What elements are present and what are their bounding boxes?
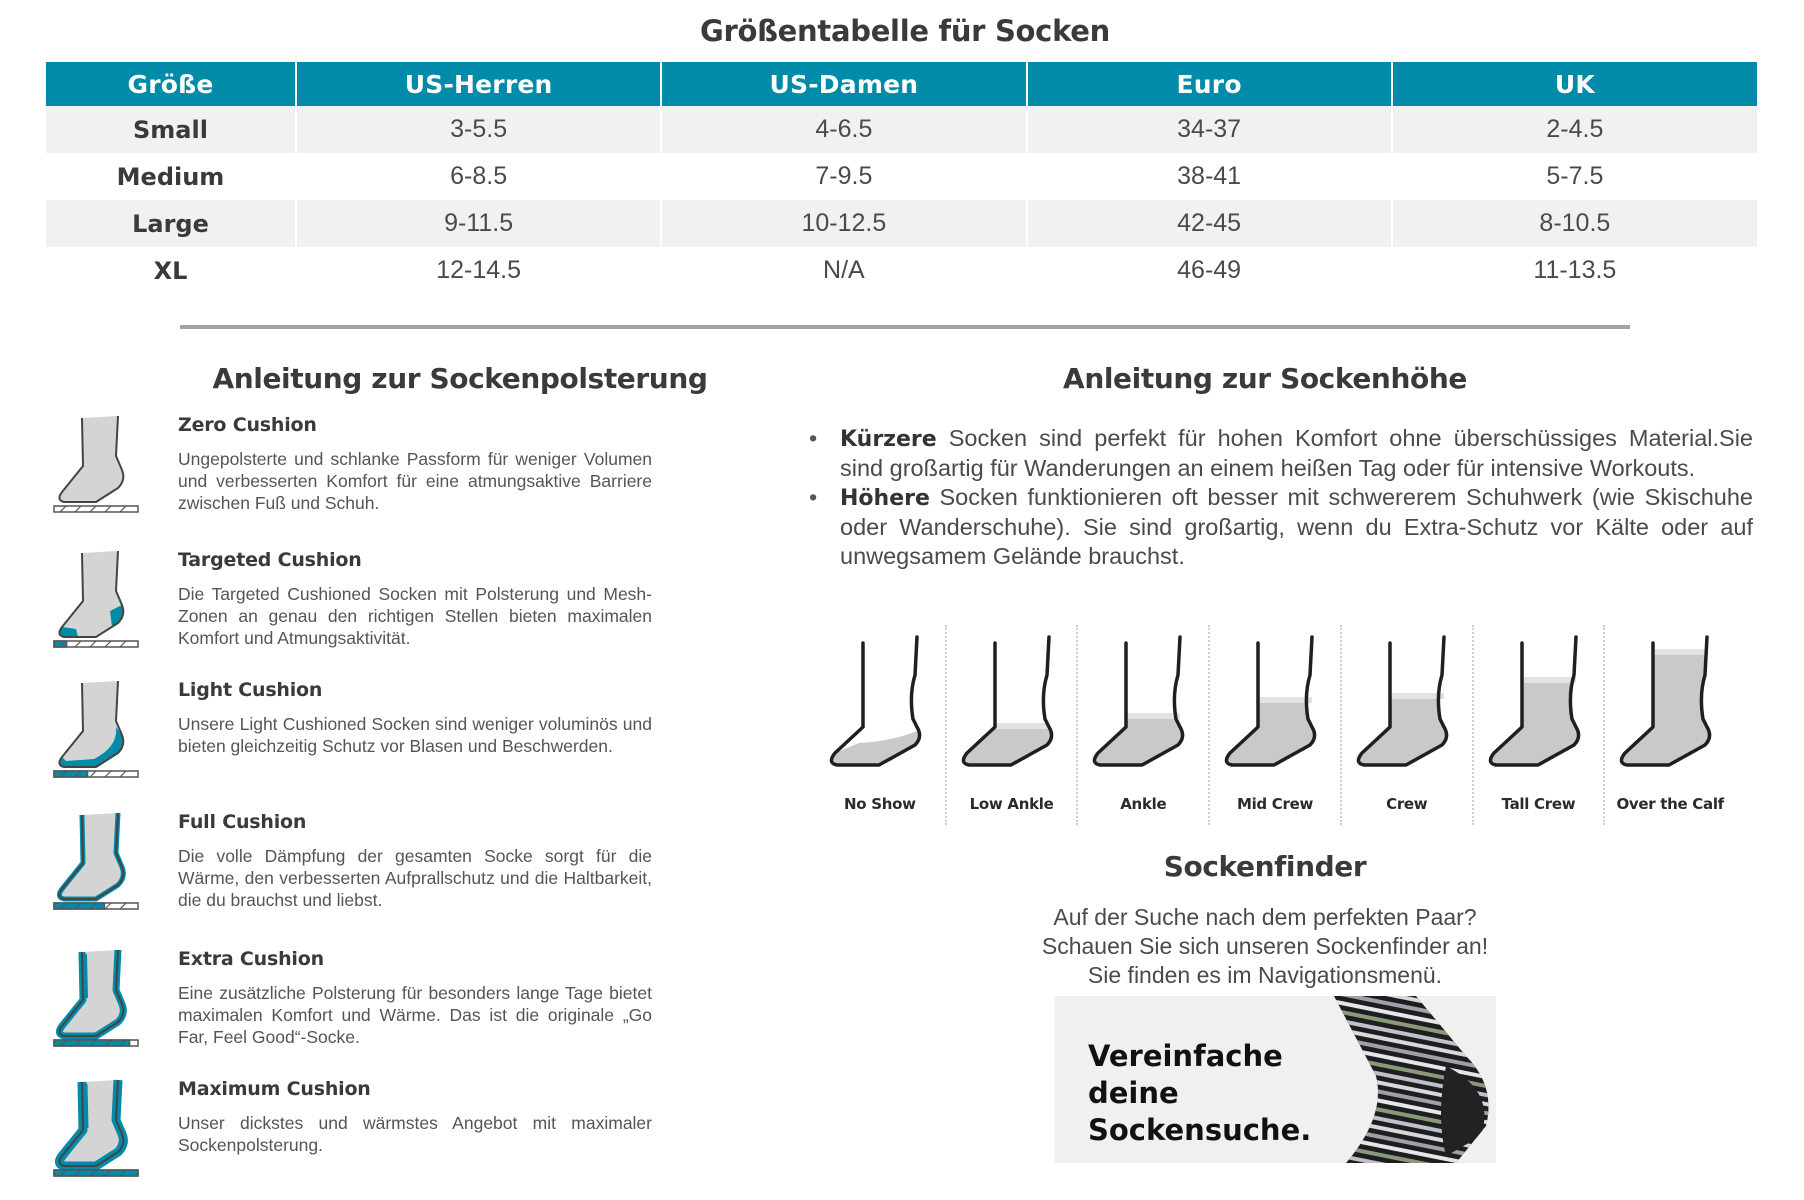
cushion-description: Die Targeted Cushioned Socken mit Polsterung und Mesh-Zonen an genau den richtigen Stellen bieten maximalen Komfort und Atmungsaktivität. (178, 584, 652, 648)
height-bullet-list (805, 424, 1753, 571)
table-cell: 4-6.5 (661, 106, 1026, 153)
maximum-cushion-sock-icon (52, 1078, 142, 1178)
sock-height-ankle (1076, 625, 1208, 825)
cushion-description: Ungepolsterte und schlanke Passform für weniger Volumen und verbesserten Komfort für eine atmungsaktive Barriere zwischen Fuß und Schuh. (178, 449, 652, 513)
no-show-sock-icon (823, 635, 938, 785)
table-cell: 2-4.5 (1392, 106, 1757, 153)
height-guide-heading: Anleitung zur Sockenhöhe (1063, 362, 1467, 395)
sock-finder-text (970, 903, 1560, 990)
sock-height-tall-crew (1472, 625, 1604, 825)
cushion-title: Light Cushion (178, 679, 323, 701)
banner-line: Vereinfache (1088, 1039, 1283, 1073)
extra-cushion-sock-icon (52, 948, 142, 1048)
sock-height-mid-crew (1208, 625, 1340, 825)
sock-height-label: Mid Crew (1236, 795, 1314, 813)
sock-height-label: Over the Calf (1616, 795, 1724, 813)
sock-finder-line: Sie finden es im Navigationsmenü. (1087, 962, 1443, 988)
table-cell: 42-45 (1027, 200, 1392, 247)
size-cell: Medium (46, 153, 296, 200)
bullet-shorter-socks (805, 424, 1753, 483)
table-cell: 46-49 (1027, 247, 1392, 294)
banner-line: Sockensuche. (1088, 1113, 1312, 1147)
column-header-us-men: US-Herren (296, 62, 661, 106)
sock-finder-line: Schauen Sie sich unseren Sockenfinder an! (1041, 933, 1489, 959)
sock-height-label: No Show (844, 795, 916, 813)
table-cell: 6-8.5 (296, 153, 661, 200)
cushion-description: Die volle Dämpfung der gesamten Socke sorgt für die Wärme, den verbesserten Aufprallschutz und die Haltbarkeit, die du brauchst und liebst. (178, 846, 652, 910)
column-header-us-women: US-Damen (661, 62, 1026, 106)
mid-crew-sock-icon (1218, 635, 1333, 785)
table-cell: 34-37 (1027, 106, 1392, 153)
banner-line: deine (1088, 1076, 1179, 1110)
bullet-text: Socken sind perfekt für hohen Komfort ohne überschüssiges Material.Sie sind großartig für Wanderungen an einem heißen Tag oder für intensive Workouts. (840, 425, 1753, 481)
table-cell: 11-13.5 (1533, 256, 1617, 284)
sock-height-low-ankle (945, 625, 1077, 825)
cushion-title: Extra Cushion (178, 948, 324, 970)
column-header-uk: UK (1392, 62, 1757, 106)
cushion-description: Unsere Light Cushioned Socken sind weniger voluminös und bieten gleichzeitig Schutz vor Blasen und Beschwerden. (178, 714, 652, 756)
sock-height-label: Crew (1386, 795, 1428, 813)
table-row (46, 153, 1757, 200)
light-cushion-sock-icon (52, 679, 142, 779)
sock-finder-line: Auf der Suche nach dem perfekten Paar? (1053, 904, 1477, 930)
table-row (46, 247, 1757, 294)
bullet-taller-socks (805, 483, 1753, 571)
table-row (46, 106, 1757, 153)
table-cell: N/A (661, 247, 1026, 294)
bullet-keyword: Kürzere (840, 427, 937, 452)
size-table-header (46, 62, 1757, 106)
ankle-sock-icon (1086, 635, 1201, 785)
table-cell: 12-14.5 (296, 247, 661, 294)
page-title: Größentabelle für Socken (700, 14, 1110, 48)
table-cell: 5-7.5 (1546, 162, 1604, 190)
table-cell: 8-10.5 (1392, 200, 1757, 247)
column-header-euro: Euro (1027, 62, 1392, 106)
size-cell: XL (46, 247, 296, 294)
cushion-title: Full Cushion (178, 811, 307, 833)
table-cell: 3-5.5 (296, 106, 661, 153)
sock-finder-heading: Sockenfinder (1163, 850, 1367, 883)
sock-height-label: Ankle (1120, 795, 1167, 813)
over-the-calf-sock-icon (1613, 635, 1728, 785)
zero-cushion-sock-icon (52, 414, 142, 514)
size-table (46, 62, 1757, 294)
full-cushion-sock-icon (52, 811, 142, 911)
section-divider (180, 325, 1630, 329)
table-cell: 10-12.5 (661, 200, 1026, 247)
low-ankle-sock-icon (955, 635, 1070, 785)
cushion-description: Unser dickstes und wärmstes Angebot mit maximaler Sockenpolsterung. (178, 1113, 652, 1155)
bullet-keyword: Höhere (840, 486, 930, 511)
cushion-description: Eine zusätzliche Polsterung für besonders lange Tage bietet maximalen Komfort und Wärme. Das ist die originale „Go Far, Feel Good“-Socke. (178, 983, 652, 1047)
targeted-cushion-sock-icon (52, 549, 142, 649)
table-row (46, 200, 1757, 247)
sock-height-label: Low Ankle (969, 795, 1054, 813)
size-cell: Large (46, 200, 296, 247)
size-cell: Small (46, 106, 296, 153)
cushion-title: Targeted Cushion (178, 549, 362, 571)
sock-height-label: Tall Crew (1501, 795, 1576, 813)
table-cell: 9-11.5 (296, 200, 661, 247)
table-cell: 38-41 (1027, 153, 1392, 200)
sock-heights-row (815, 625, 1735, 825)
crew-sock-icon (1350, 635, 1465, 785)
sock-finder-banner[interactable] (1055, 996, 1496, 1163)
sock-height-over-the-calf (1603, 625, 1735, 825)
cushion-guide-heading: Anleitung zur Sockenpolsterung (212, 362, 708, 395)
sock-height-crew (1340, 625, 1472, 825)
tall-crew-sock-icon (1482, 635, 1597, 785)
banner-headline (1088, 1038, 1311, 1149)
bullet-text: Socken funktionieren oft besser mit schwererem Schuhwerk (wie Skischuhe oder Wanderschuhe). Sie sind großartig, wenn du Extra-Schutz vor Kälte oder auf unwegsamem Gelände brauchst. (840, 484, 1753, 569)
table-cell: 7-9.5 (661, 153, 1026, 200)
sock-height-no-show (815, 625, 945, 825)
striped-sock-image (1296, 996, 1496, 1163)
cushion-title: Maximum Cushion (178, 1078, 371, 1100)
column-header-size: Größe (46, 62, 296, 106)
cushion-title: Zero Cushion (178, 414, 317, 436)
